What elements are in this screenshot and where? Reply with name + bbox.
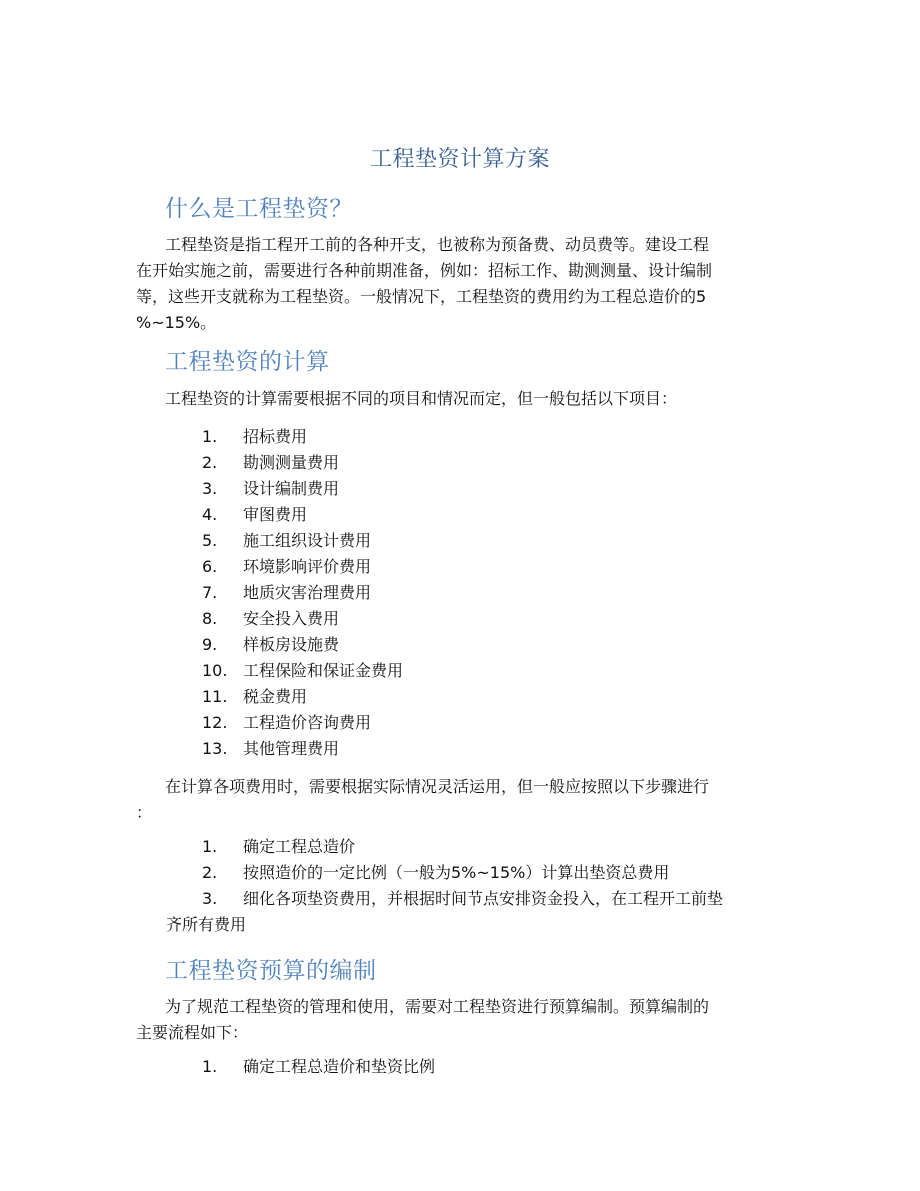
list-number: 13. bbox=[202, 739, 228, 758]
list-text: 工程保险和保证金费用 bbox=[243, 661, 404, 680]
list-number: 10. bbox=[202, 661, 228, 680]
section-heading-what-is: 什么是工程垫资？ bbox=[165, 196, 353, 222]
list-number: 8. bbox=[202, 609, 218, 628]
list-item bbox=[202, 502, 403, 528]
list-number: 2. bbox=[202, 453, 218, 472]
paragraph-line: 在开始实施之前，需要进行各种前期准备，例如：招标工作、勘测测量、设计编制 bbox=[136, 261, 713, 280]
list-item bbox=[202, 632, 403, 658]
paragraph-line: 为了规范工程垫资的管理和使用，需要对工程垫资进行预算编制。预算编制的 bbox=[165, 997, 710, 1016]
list-number: 3. bbox=[202, 479, 218, 498]
list-text: 招标费用 bbox=[243, 427, 308, 446]
list-number: 1. bbox=[202, 837, 218, 856]
list-number: 1. bbox=[202, 427, 218, 446]
paragraph-line: ： bbox=[136, 803, 153, 822]
list-text-continuation: 齐所有费用 bbox=[166, 915, 247, 934]
list-number: 3. bbox=[202, 889, 218, 908]
list-text: 地质灾害治理费用 bbox=[243, 583, 372, 602]
list-number: 9. bbox=[202, 635, 218, 654]
list-text: 确定工程总造价和垫资比例 bbox=[243, 1057, 436, 1076]
list-text: 设计编制费用 bbox=[243, 479, 340, 498]
list-item bbox=[202, 554, 403, 580]
list-item bbox=[202, 834, 792, 860]
section-heading-budget: 工程垫资预算的编制 bbox=[165, 958, 377, 984]
cost-items-list bbox=[202, 424, 403, 762]
section-heading-calculation: 工程垫资的计算 bbox=[165, 349, 330, 375]
section-intro-calculation: 工程垫资的计算需要根据不同的项目和情况而定，但一般包括以下项目： bbox=[165, 389, 678, 408]
paragraph-line: 在计算各项费用时，需要根据实际情况灵活运用，但一般应按照以下步骤进行 bbox=[165, 777, 710, 796]
list-number: 1. bbox=[202, 1057, 218, 1076]
paragraph-line: 等，这些开支就称为工程垫资。一般情况下，工程垫资的费用约为工程总造价的5 bbox=[136, 287, 707, 306]
calculation-steps-list bbox=[202, 834, 792, 912]
list-text: 工程造价咨询费用 bbox=[243, 713, 372, 732]
list-item bbox=[202, 476, 403, 502]
list-item bbox=[202, 684, 403, 710]
list-text: 税金费用 bbox=[243, 687, 308, 706]
list-item bbox=[202, 886, 792, 912]
list-text: 安全投入费用 bbox=[243, 609, 340, 628]
list-number: 5. bbox=[202, 531, 218, 550]
paragraph-line: %~15%。 bbox=[136, 313, 217, 332]
list-item bbox=[202, 736, 403, 762]
list-number: 11. bbox=[202, 687, 228, 706]
list-text: 勘测测量费用 bbox=[243, 453, 340, 472]
list-text: 环境影响评价费用 bbox=[243, 557, 372, 576]
paragraph-line: 工程垫资是指工程开工前的各种开支，也被称为预备费、动员费等。建设工程 bbox=[165, 235, 710, 254]
list-text: 其他管理费用 bbox=[243, 739, 340, 758]
list-number: 2. bbox=[202, 863, 218, 882]
document-title: 工程垫资计算方案 bbox=[369, 147, 550, 172]
section-paragraph-budget bbox=[136, 994, 786, 1046]
section-paragraph-what-is bbox=[136, 232, 786, 336]
list-item bbox=[202, 1054, 435, 1080]
list-text: 确定工程总造价 bbox=[243, 837, 356, 856]
steps-intro-paragraph bbox=[136, 774, 786, 826]
list-text: 按照造价的一定比例（一般为5%~15%）计算出垫资总费用 bbox=[243, 863, 670, 882]
list-number: 7. bbox=[202, 583, 218, 602]
list-item bbox=[202, 658, 403, 684]
paragraph-line: 主要流程如下： bbox=[136, 1023, 249, 1042]
list-item bbox=[202, 580, 403, 606]
list-item bbox=[202, 450, 403, 476]
list-number: 4. bbox=[202, 505, 218, 524]
list-item bbox=[202, 424, 403, 450]
list-item bbox=[202, 710, 403, 736]
list-text: 审图费用 bbox=[243, 505, 308, 524]
list-number: 12. bbox=[202, 713, 228, 732]
list-item bbox=[202, 606, 403, 632]
list-item bbox=[202, 528, 403, 554]
budget-steps-list bbox=[202, 1054, 435, 1080]
list-text: 样板房设施费 bbox=[243, 635, 340, 654]
list-item bbox=[202, 860, 792, 886]
list-number: 6. bbox=[202, 557, 218, 576]
list-text: 施工组织设计费用 bbox=[243, 531, 372, 550]
list-text: 细化各项垫资费用，并根据时间节点安排资金投入，在工程开工前垫 bbox=[243, 889, 724, 908]
